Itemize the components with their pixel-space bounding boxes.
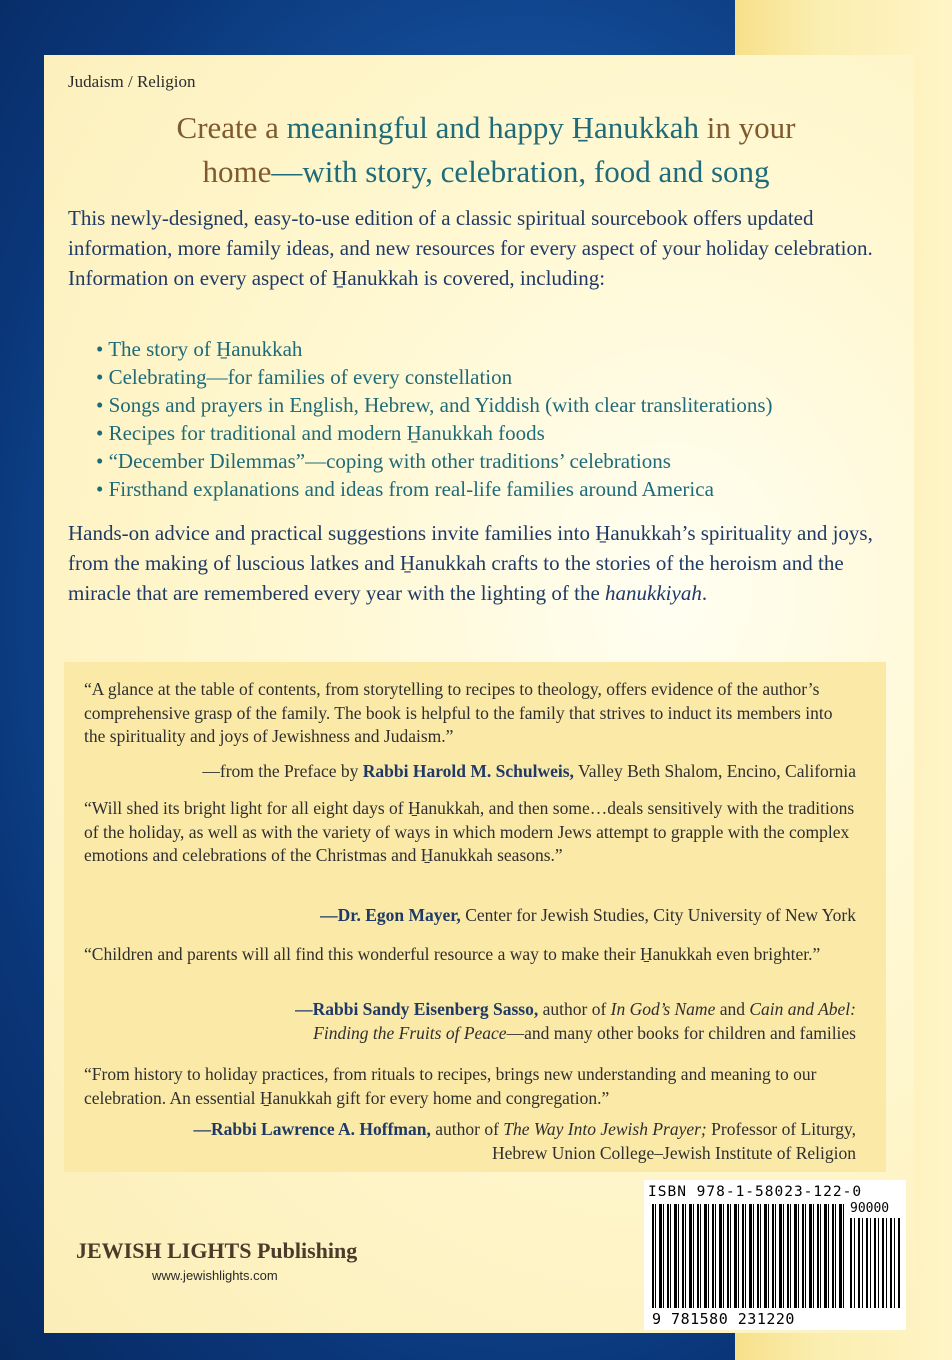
attribution-post: Hebrew Union College–Jewish Institute of Religion	[491, 1142, 856, 1163]
lead-paragraph: This newly-designed, easy-to-use edition of a classic spiritual sourcebook offers updated information, more family ideas, and new resources for every aspect of your holiday celebration. Information on every aspect of H̱anukkah is covered, including:	[68, 206, 873, 290]
attribution-book: In God’s Name	[610, 999, 716, 1019]
quote-text: “From history to holiday practices, from rituals to recipes, brings new understanding and meaning to our celebration. An essential H̱anukkah gift for every home and congregation.”	[84, 1064, 817, 1108]
isbn-label: ISBN 978-1-58023-122-0	[648, 1184, 863, 1200]
attribution-book: The Way Into Jewish Prayer;	[503, 1119, 707, 1139]
price-code: 90000	[850, 1201, 890, 1216]
headline-part: Create a	[176, 110, 287, 145]
attribution-book: Finding the Fruits of Peace	[313, 1022, 507, 1043]
quote-text: “Will shed its bright light for all eight days of H̱anukkah, and then some…deals sensitively with the traditions of the holiday, as well as with the variety of ways in which modern Jews attempt to grapple with the complex emotions and celebrations of the Christmas and H̱anukkah seasons.”	[84, 798, 855, 865]
list-item: • Celebrating—for families of every constellation	[96, 365, 513, 389]
description-paragraph	[68, 518, 888, 608]
attribution-post: Valley Beth Shalom, Encino, California	[573, 761, 856, 781]
publisher-url: www.jewishlights.com	[152, 1268, 278, 1283]
category-label: Judaism / Religion	[68, 72, 196, 91]
quote-attribution	[84, 904, 856, 928]
headline-part: in your	[699, 110, 796, 145]
list-item: • Firsthand explanations and ideas from real-life families around America	[96, 477, 714, 501]
list-item: • Songs and prayers in English, Hebrew, and Yiddish (with clear transliterations)	[96, 393, 773, 417]
list-item: • “December Dilemmas”—coping with other traditions’ celebrations	[96, 449, 671, 473]
headline-part: meaningful and happy H̱anukkah	[286, 110, 700, 145]
attribution-name: —Dr. Egon Mayer,	[320, 905, 461, 925]
description-text: Hands-on advice and practical suggestions invite families into H̱anukkah’s spirituality and joys, from the making of luscious latkes and H̱anukkah crafts to the stories of the heroism and the miracle that are remembered every year with the lighting of the	[68, 521, 873, 605]
barcode-bars	[652, 1204, 844, 1308]
quote-attribution	[84, 1118, 856, 1165]
attribution-post: —and many other books for children and families	[506, 1022, 856, 1043]
attribution-post: Center for Jewish Studies, City University of New York	[460, 905, 856, 925]
quote-attribution	[84, 760, 856, 784]
headline-part: —with story, celebration, food and song	[271, 154, 770, 189]
publisher-logo: JEWISH LIGHTS Publishing	[76, 1238, 358, 1263]
headline-part: home	[202, 154, 272, 189]
list-item: • The story of H̱anukkah	[96, 337, 303, 361]
attribution-book: Cain and Abel:	[749, 999, 856, 1019]
description-italic: hanukkiyah	[605, 581, 702, 605]
barcode-digits: 9 781580 231220	[652, 1310, 795, 1328]
attribution-mid: author of	[430, 1119, 504, 1139]
attribution-pre: —from the Preface by	[202, 761, 363, 781]
attribution-post: Professor of Liturgy,	[706, 1119, 856, 1139]
description-end: .	[701, 581, 708, 605]
attribution-and: and	[715, 999, 750, 1019]
quote-attribution	[84, 998, 856, 1045]
feature-list	[96, 335, 896, 503]
price-barcode-bars	[850, 1218, 902, 1308]
attribution-mid: author of	[538, 999, 611, 1019]
attribution-name: Rabbi Harold M. Schulweis,	[362, 761, 574, 781]
quote-text: “A glance at the table of contents, from storytelling to recipes to theology, offers evidence of the author’s comprehensive grasp of the family. The book is helpful to the family that strives to induct its members into the spirituality and joys of Jewishness and Judaism.”	[84, 679, 833, 746]
list-item: • Recipes for traditional and modern H̱anukkah foods	[96, 421, 545, 445]
headline	[66, 106, 906, 194]
attribution-name: —Rabbi Sandy Eisenberg Sasso,	[295, 999, 539, 1019]
attribution-name: —Rabbi Lawrence A. Hoffman,	[193, 1119, 431, 1139]
quote-text: “Children and parents will all find this wonderful resource a way to make their H̱anukkah even brighter.”	[84, 944, 821, 964]
